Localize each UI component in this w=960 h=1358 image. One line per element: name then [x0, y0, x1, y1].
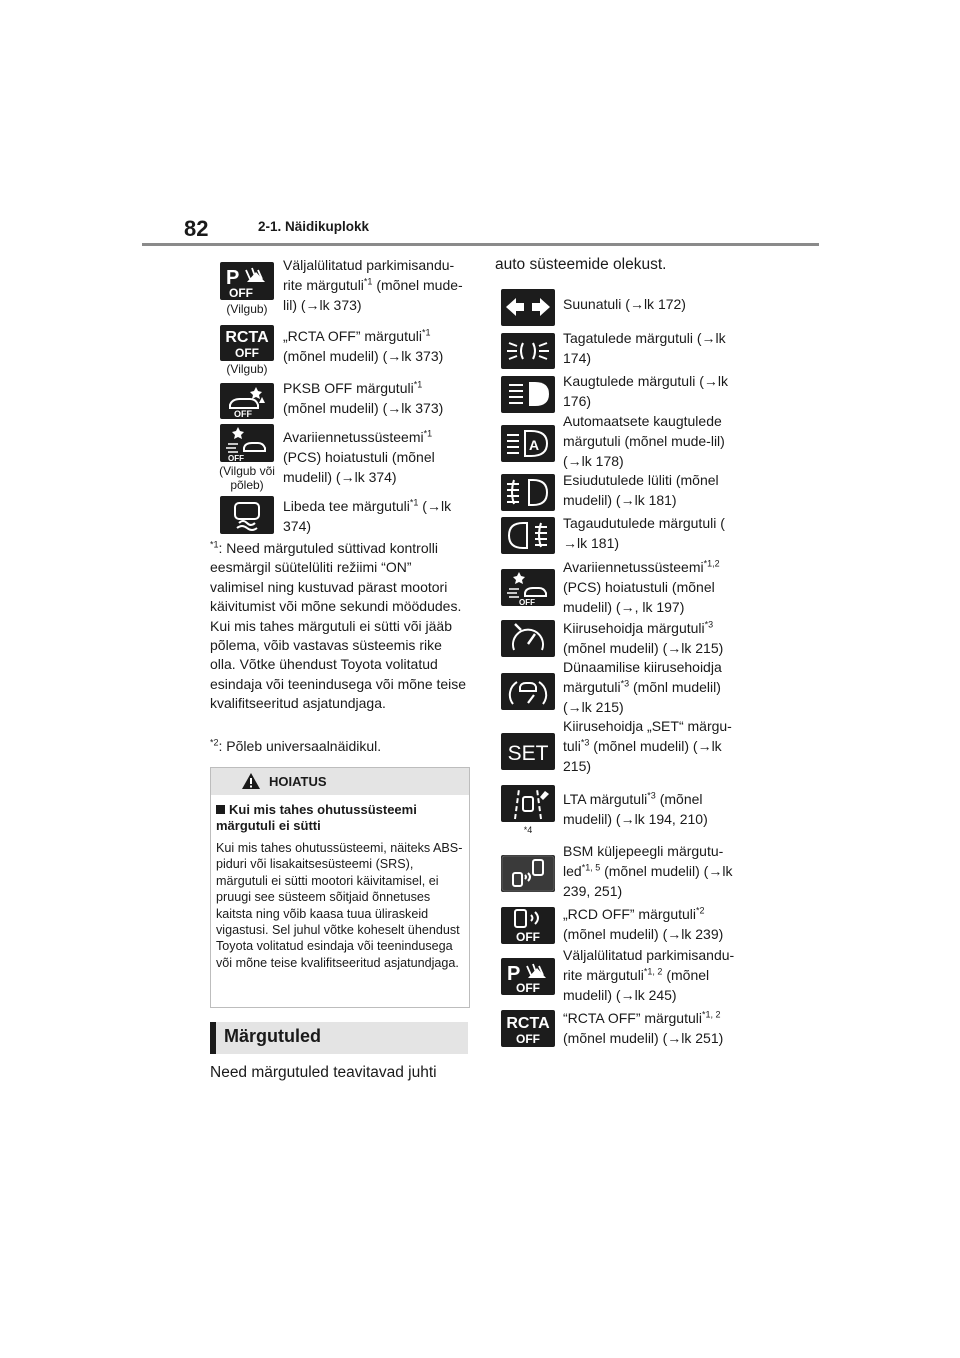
footnote-ref: *1,2: [703, 558, 720, 569]
item-text: Automaatsete kaugtulede märgutuli (mõnel mude-lil)(: [563, 413, 725, 469]
item-text: „RCD OFF” märgutuli: [563, 906, 697, 922]
arrow-icon: →: [667, 926, 682, 942]
turn-signal-icon: [501, 289, 555, 326]
footnote-ref: *1, 2: [701, 1009, 721, 1020]
page-ref-link[interactable]: lk 373): [319, 297, 362, 313]
slip-indicator-icon: [220, 496, 274, 534]
footnote-text: : Need märgutuled süttivad kontrolli eesmärgil süütelüliti režiimi “ON” valimisel ning kustuvad pärast mootori käivitumist või mõne sekundi möödudes. Kui mis tahes märgutuli ei sütti või jääb põlema, võib vastavas süsteemis rike olla. Võtke ühendust Toyota volitatud esindaja või teenindusega või mõne teise kvalifitseeritud asjatundjaga.: [210, 540, 467, 712]
item-text: Dünaamilise kiirusehoidja märgutuli: [563, 659, 722, 695]
item-text: (mõnel mudelil) (: [563, 967, 710, 1003]
arrow-icon: →: [620, 987, 635, 1003]
arrow-icon: →: [708, 863, 723, 879]
arrow-icon: →: [387, 348, 402, 364]
footnote-ref: *1: [413, 379, 423, 390]
icon-letter-a: A: [529, 437, 540, 453]
section-heading-bar: [210, 1022, 216, 1054]
page-ref-link[interactable]: lk 373): [401, 348, 444, 364]
icon-off-label: OFF: [516, 1032, 540, 1046]
cruise-set-icon: [501, 733, 555, 770]
arrow-icon: →: [629, 296, 644, 312]
high-beam-icon: [501, 376, 555, 413]
arrow-icon: →: [697, 738, 712, 754]
footnote-text: : Põleb universaalnäidikul.: [218, 738, 382, 754]
footnote-2: [210, 737, 468, 756]
page-ref-link[interactable]: lk 373): [401, 400, 444, 416]
bsm-mirror-icon: [501, 855, 555, 892]
list-item: [563, 470, 748, 510]
warning-body: Kui mis tahes ohutussüsteemi, näiteks ABS-piduri või lisakaitsesüsteemi (SRS), märgutuli ei sütti mootori käivitamisel, ei pruugi see süsteem sõitjaid õnnetuses kaitsta ning võib kaasa tuua üliraskeid vigastusi. Sel juhul võtke koheselt ühendust Toyota volitatud esindaja või teenindusega või mõne teise kvalifitseeritud asjatundjaga.: [216, 841, 463, 970]
page-ref-link[interactable]: lk 176): [563, 373, 728, 409]
page-ref-link[interactable]: , lk 197): [634, 599, 685, 615]
list-item: [283, 378, 468, 418]
pcs-warning-icon: [501, 569, 555, 606]
arrow-icon: →: [703, 373, 718, 389]
arrow-icon: →: [701, 330, 716, 346]
list-item: [563, 789, 748, 829]
item-text: Esiudutulede lüliti (mõnel mudelil) (: [563, 472, 719, 508]
warning-box: [210, 767, 470, 1008]
item-text: Avariiennetussüsteemi: [283, 429, 424, 445]
warning-triangle-icon: [241, 772, 261, 790]
rcta-off-icon: [220, 325, 274, 361]
page-ref-link[interactable]: lk 374): [354, 469, 397, 485]
arrow-icon: →: [620, 492, 635, 508]
parking-sensor-off-icon: [220, 262, 274, 300]
footnote-ref: *1, 2: [643, 966, 663, 977]
item-text: (mõnel mudelil) (: [600, 863, 709, 879]
arrow-icon: →: [426, 498, 441, 514]
front-fog-light-icon: [501, 474, 555, 511]
page-ref-link[interactable]: lk 174): [563, 330, 726, 366]
item-text: “RCTA OFF” märgutuli: [563, 1010, 702, 1026]
arrow-icon: →: [305, 297, 320, 313]
list-item: [563, 657, 748, 717]
lta-icon: [501, 785, 555, 822]
arrow-icon: →: [567, 453, 582, 469]
item-text: (mõnl mudelil) (: [563, 679, 721, 715]
pcs-warning-icon: [220, 424, 274, 462]
item-text: (mõnel mudelil) (: [563, 926, 668, 942]
item-text: LTA märgutuli: [563, 791, 648, 807]
list-item: [563, 328, 748, 368]
list-item: [563, 1008, 748, 1048]
item-text: (PCS) hoiatustuli (mõnel mudelil) (: [283, 449, 435, 485]
warning-subtitle-text: Kui mis tahes ohutussüsteemi märgutuli ei sütti: [216, 802, 417, 833]
warning-title: HOIATUS: [269, 774, 327, 789]
page-ref-link[interactable]: lk 181): [634, 492, 677, 508]
page-ref-link[interactable]: lk 215): [563, 738, 722, 774]
item-text: (mõnel mudelil) (: [563, 640, 668, 656]
icon-off-label: OFF: [234, 409, 252, 419]
footnote-ref: *1, 5: [581, 862, 601, 873]
footnote-ref: *3: [704, 619, 714, 630]
item-text: Tagaudutulede märgutuli (: [563, 515, 725, 531]
list-item: [563, 904, 748, 944]
page-ref-link[interactable]: lk 245): [634, 987, 677, 1003]
list-item: [563, 371, 748, 411]
footnote-ref: *2: [696, 905, 705, 916]
warning-subtitle: [216, 802, 466, 834]
page-number: 82: [184, 216, 209, 241]
arrow-icon: →: [340, 469, 355, 485]
list-item: [563, 411, 748, 471]
list-item: [563, 945, 748, 1005]
pksb-off-icon: [220, 383, 274, 419]
arrow-icon: →: [563, 535, 577, 551]
item-text: Väljalülitatud parkimisandu-rite märgutuli: [563, 947, 735, 983]
rear-fog-light-icon: [501, 517, 555, 554]
bullet-square-icon: [216, 805, 225, 814]
item-text: (: [418, 498, 427, 514]
footnote-ref: *1: [421, 327, 431, 338]
page-ref-link[interactable]: lk 172): [643, 296, 686, 312]
list-item: [563, 557, 748, 617]
icon-off-label: OFF: [519, 598, 535, 606]
section-heading: Märgutuled: [224, 1026, 321, 1046]
page-ref-link[interactable]: lk 239): [681, 926, 724, 942]
icon-letter-p: P: [507, 963, 521, 985]
icon-off-label: OFF: [516, 981, 540, 995]
cruise-control-icon: [501, 620, 555, 657]
page-ref-link[interactable]: lk 215): [581, 699, 624, 715]
footnote-marker: *1: [210, 539, 219, 550]
list-item: [563, 841, 748, 901]
arrow-icon: →: [387, 400, 402, 416]
list-item: [283, 496, 468, 536]
item-text: Kiirusehoidja „SET“ märgu-tuli: [563, 718, 732, 754]
page-ref-link[interactable]: lk 178): [581, 453, 624, 469]
item-text: (PCS) hoiatustuli (mõnel mudelil) (: [563, 579, 715, 615]
footnote-marker: *2: [210, 737, 219, 748]
list-item: [563, 294, 748, 314]
item-text: Tagatulede märgutuli (: [563, 330, 702, 346]
icon-letter-p: P: [226, 267, 240, 289]
item-text: Kiirusehoidja märgutuli: [563, 620, 705, 636]
list-item: [563, 716, 748, 776]
footnote-1: [210, 539, 468, 714]
arrow-icon: →: [667, 640, 682, 656]
footnote-ref: *1: [363, 276, 373, 287]
icon-caption: (Vilgub või põleb): [219, 464, 275, 492]
item-text: (mõnel mudelil) (: [283, 400, 388, 416]
rcd-off-icon: [501, 907, 555, 944]
list-item: [563, 618, 748, 658]
item-text: (mõnel mudelil) (: [563, 1030, 668, 1046]
page-ref-link[interactable]: lk 239, 251): [563, 863, 733, 899]
item-text: PKSB OFF märgutuli: [283, 380, 414, 396]
page-ref-link[interactable]: lk 374): [283, 498, 452, 534]
footnote-ref: *3: [580, 737, 590, 748]
item-text: Kaugtulede märgutuli (: [563, 373, 704, 389]
item-text: „RCTA OFF” märgutuli: [283, 328, 422, 344]
icon-off-label: OFF: [235, 346, 259, 360]
footnote-ref: *1: [423, 428, 433, 439]
header-divider: [142, 243, 819, 246]
item-text: (mõnel mude-lil) (: [283, 277, 463, 313]
section-title: 2-1. Näidikuplokk: [258, 219, 370, 234]
arrow-icon: →: [620, 811, 635, 827]
icon-off-label: OFF: [516, 930, 540, 944]
parking-sensor-off-icon: [501, 958, 555, 995]
item-text: Väljalülitatud parkimisandu-rite märgutuli: [283, 257, 455, 293]
section-intro-continued: auto süsteemide olekust.: [495, 256, 667, 273]
footnote-ref: *3: [620, 678, 630, 689]
list-item: [283, 326, 468, 366]
arrow-icon: →: [667, 1030, 682, 1046]
arrow-icon: →: [567, 699, 582, 715]
item-text: (mõnel mudelil) (: [283, 348, 388, 364]
section-intro-text: Need märgutuled teavitavad juhti: [210, 1064, 437, 1081]
item-text: BSM küljepeegli märgutu-led: [563, 843, 724, 879]
rcta-off-icon: [501, 1010, 555, 1047]
list-item: [563, 513, 748, 553]
footnote-ref: *1: [409, 497, 419, 508]
icon-caption: *4: [523, 825, 533, 835]
item-text: Libeda tee märgutuli: [283, 498, 410, 514]
icon-set-label: SET: [507, 742, 549, 765]
item-text: Suunatuli (: [563, 296, 630, 312]
icon-caption: (Vilgub): [226, 362, 268, 376]
dynamic-cruise-icon: [501, 673, 555, 710]
list-item: [283, 255, 468, 315]
item-text: (mõnel mudelil) (: [589, 738, 698, 754]
page-ref-link[interactable]: lk 181): [577, 535, 620, 551]
icon-rcta-label: RCTA: [225, 329, 269, 346]
item-text: Avariiennetussüsteemi: [563, 559, 704, 575]
auto-high-beam-icon: [501, 425, 555, 462]
arrow-icon: →: [620, 599, 635, 615]
item-text: (mõnel mudelil) (: [563, 791, 703, 827]
icon-off-label: OFF: [228, 454, 244, 462]
page-ref-link[interactable]: lk 194, 210): [634, 811, 708, 827]
icon-caption: (Vilgub): [226, 302, 268, 316]
page-ref-link[interactable]: lk 251): [681, 1030, 724, 1046]
list-item: [283, 427, 468, 487]
tail-light-icon: [501, 333, 555, 369]
page-ref-link[interactable]: lk 215): [681, 640, 724, 656]
icon-rcta-label: RCTA: [506, 1015, 550, 1032]
icon-off-label: OFF: [229, 286, 253, 300]
warning-header: [211, 768, 469, 795]
footnote-ref: *3: [647, 790, 656, 801]
